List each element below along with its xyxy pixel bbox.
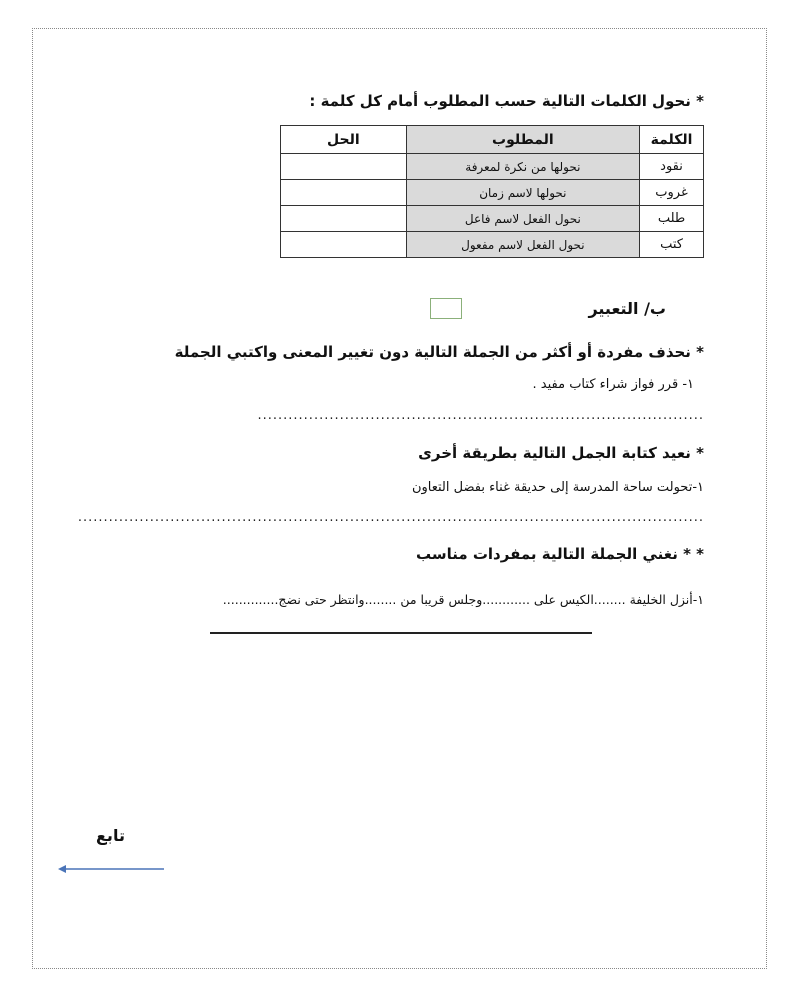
table-cell-solution[interactable] bbox=[281, 154, 407, 180]
section1-heading: * نحول الكلمات التالية حسب المطلوب أمام كل كلمة : bbox=[309, 92, 704, 110]
table-cell-required: نحولها من نكرة لمعرفة bbox=[406, 154, 639, 180]
divider-line bbox=[210, 632, 592, 634]
table-header-word: الكلمة bbox=[640, 126, 704, 154]
table-row bbox=[281, 206, 704, 232]
table-cell-word: كتب bbox=[640, 232, 704, 258]
section3-sentence: ١- قرر فواز شراء كتاب مفيد . bbox=[532, 377, 694, 392]
table-header-solution: الحل bbox=[281, 126, 407, 154]
table-row bbox=[281, 180, 704, 206]
table-header-row bbox=[281, 126, 704, 154]
table-cell-required: نحول الفعل لاسم فاعل bbox=[406, 206, 639, 232]
grade-box bbox=[430, 298, 462, 319]
section4-heading: * نعيد كتابة الجمل التالية بطريقة أخرى bbox=[418, 444, 704, 462]
table-row bbox=[281, 154, 704, 180]
table-cell-required: نحولها لاسم زمان bbox=[406, 180, 639, 206]
table-cell-word: غروب bbox=[640, 180, 704, 206]
section5-heading: * * نغني الجملة التالية بمفردات مناسب bbox=[415, 545, 704, 563]
section3-heading: * نحذف مفردة أو أكثر من الجملة التالية دون تغيير المعنى واكتبي الجملة bbox=[174, 343, 704, 361]
expression-title: ب/ التعبير bbox=[588, 299, 666, 318]
table-row bbox=[281, 232, 704, 258]
section4-sentence: ١-تحولت ساحة المدرسة إلى حديقة غناء بفضل التعاون bbox=[411, 480, 704, 495]
table-cell-word: نقود bbox=[640, 154, 704, 180]
table-cell-solution[interactable] bbox=[281, 206, 407, 232]
section5-sentence[interactable]: ١-أنزل الخليفة ........الكيس على ............وجلس قريبا من ........وانتظر حتى نضج.............. bbox=[222, 592, 704, 607]
table-cell-word: طلب bbox=[640, 206, 704, 232]
section3-answer-line[interactable]: ....................................................................................... bbox=[257, 408, 704, 423]
table-cell-required: نحول الفعل لاسم مفعول bbox=[406, 232, 639, 258]
left-arrow-icon[interactable] bbox=[58, 862, 168, 876]
table-cell-solution[interactable] bbox=[281, 180, 407, 206]
task-table bbox=[280, 125, 704, 258]
table-header-required: المطلوب bbox=[406, 126, 639, 154]
section4-answer-line[interactable]: .......................................................................................................................... bbox=[77, 510, 704, 525]
table-cell-solution[interactable] bbox=[281, 232, 407, 258]
continue-label: تابع bbox=[96, 826, 125, 845]
